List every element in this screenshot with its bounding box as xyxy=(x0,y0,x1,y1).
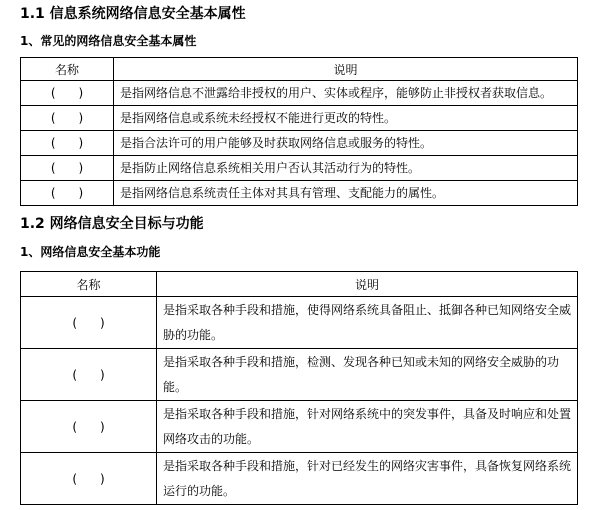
answer-blank: ( ) xyxy=(21,106,114,131)
table-row xyxy=(21,156,578,181)
column-header-name: 名称 xyxy=(21,272,157,297)
security-attributes-table xyxy=(20,57,578,206)
section-2-heading: 1.2 网络信息安全目标与功能 xyxy=(20,216,204,232)
table-header-row xyxy=(21,58,578,81)
description-cell: 是指采取各种手段和措施，使得网络系统具备阻止、抵御各种已知网络安全威胁的功能。 xyxy=(157,297,578,349)
table-row xyxy=(21,181,578,206)
section-2-subheading: 1、网络信息安全基本功能 xyxy=(20,245,161,259)
table-row xyxy=(21,297,578,349)
answer-blank: ( ) xyxy=(21,156,114,181)
table-row xyxy=(21,349,578,401)
section-1-subheading: 1、常见的网络信息安全基本属性 xyxy=(20,34,197,48)
security-functions-table xyxy=(20,271,578,505)
column-header-name: 名称 xyxy=(21,58,114,81)
description-cell: 是指采取各种手段和措施，检测、发现各种已知或未知的网络安全威胁的功能。 xyxy=(157,349,578,401)
table-row xyxy=(21,81,578,106)
section-1-heading: 1.1 信息系统网络信息安全基本属性 xyxy=(20,6,246,22)
description-cell: 是指网络信息不泄露给非授权的用户、实体或程序，能够防止非授权者获取信息。 xyxy=(114,81,578,106)
table-row xyxy=(21,106,578,131)
table-row xyxy=(21,131,578,156)
table-row xyxy=(21,453,578,505)
answer-blank: ( ) xyxy=(21,181,114,206)
description-cell: 是指网络信息系统责任主体对其具有管理、支配能力的属性。 xyxy=(114,181,578,206)
column-header-description: 说明 xyxy=(157,272,578,297)
answer-blank: ( ) xyxy=(21,81,114,106)
answer-blank: ( ) xyxy=(21,131,114,156)
answer-blank: ( ) xyxy=(21,453,157,505)
description-cell: 是指网络信息或系统未经授权不能进行更改的特性。 xyxy=(114,106,578,131)
description-cell: 是指合法许可的用户能够及时获取网络信息或服务的特性。 xyxy=(114,131,578,156)
table-header-row xyxy=(21,272,578,297)
description-cell: 是指采取各种手段和措施，针对网络系统中的突发事件，具备及时响应和处置网络攻击的功能。 xyxy=(157,401,578,453)
table-row xyxy=(21,401,578,453)
column-header-description: 说明 xyxy=(114,58,578,81)
answer-blank: ( ) xyxy=(21,349,157,401)
description-cell: 是指采取各种手段和措施，针对已经发生的网络灾害事件，具备恢复网络系统运行的功能。 xyxy=(157,453,578,505)
answer-blank: ( ) xyxy=(21,401,157,453)
description-cell: 是指防止网络信息系统相关用户否认其活动行为的特性。 xyxy=(114,156,578,181)
answer-blank: ( ) xyxy=(21,297,157,349)
